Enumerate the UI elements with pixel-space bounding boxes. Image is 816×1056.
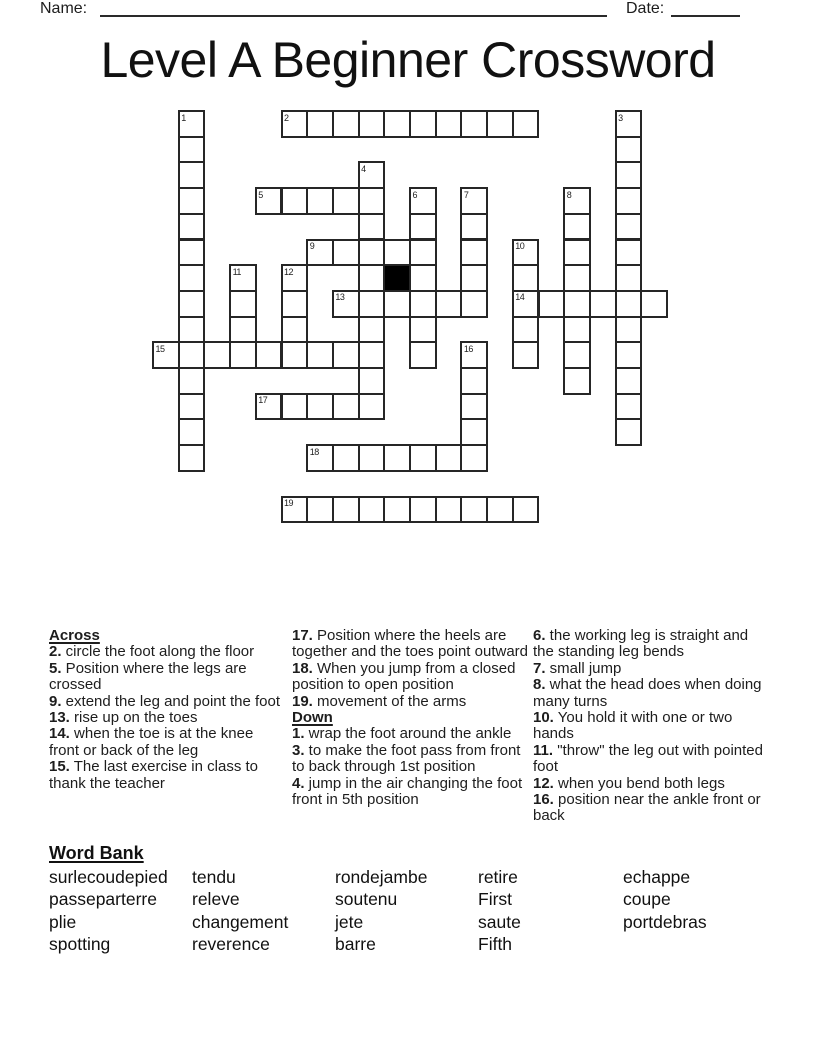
clue-item: 1. wrap the foot around the ankle xyxy=(292,725,512,743)
grid-cell xyxy=(615,239,643,267)
grid-cell xyxy=(332,393,360,421)
grid-cell xyxy=(332,110,360,138)
grid-cell xyxy=(178,136,206,164)
clue-column-1 xyxy=(49,628,287,792)
grid-cell xyxy=(409,213,437,241)
grid-cell xyxy=(152,341,180,369)
grid-cell xyxy=(178,110,206,138)
grid-cell xyxy=(178,367,206,395)
grid-cell xyxy=(512,110,540,138)
grid-cell xyxy=(358,367,386,395)
word-bank-word: rondejambe xyxy=(335,867,428,887)
clue-item: 17. Position where the heels are together and the toes point outward xyxy=(292,627,529,661)
clue-column-3 xyxy=(533,628,769,825)
grid-cell xyxy=(563,316,591,344)
grid-cell xyxy=(332,239,360,267)
clue-number: 6. xyxy=(533,627,546,644)
grid-cell xyxy=(486,496,514,524)
grid-cell xyxy=(460,187,488,215)
grid-cell xyxy=(229,264,257,292)
word-bank-word: barre xyxy=(335,934,376,955)
grid-cell xyxy=(512,290,540,318)
grid-cell xyxy=(358,264,386,292)
grid-cell xyxy=(358,187,386,215)
grid-cell-number: 8 xyxy=(566,189,572,200)
word-bank-word: releve xyxy=(192,889,240,910)
grid-cell-number: 1 xyxy=(181,112,186,123)
grid-cell xyxy=(563,213,591,241)
grid-cell xyxy=(229,316,257,344)
grid-cell xyxy=(358,290,386,318)
grid-cell xyxy=(460,290,488,318)
grid-cell-number: 9 xyxy=(309,241,315,251)
word-bank-word: surlecoudepied xyxy=(49,867,168,887)
grid-cell-number: 19 xyxy=(284,498,294,508)
grid-cell xyxy=(409,290,437,318)
clue-number: 7. xyxy=(533,659,546,677)
word-bank-word: plie xyxy=(49,911,77,932)
clue-item: 4. jump in the air changing the foot front in 5th position xyxy=(292,774,523,809)
clue-column-2 xyxy=(292,628,533,808)
word-bank-word: soutenu xyxy=(335,889,398,910)
grid-cell xyxy=(383,444,411,472)
grid-cell xyxy=(409,187,437,215)
page-title: Level A Beginner Crossword xyxy=(100,32,716,88)
grid-cell xyxy=(615,264,643,292)
word-bank-heading: Word Bank xyxy=(49,843,144,863)
grid-cell-number: 4 xyxy=(361,163,366,174)
grid-cell xyxy=(615,136,643,164)
grid-cell xyxy=(306,393,334,421)
grid-cell xyxy=(358,496,386,524)
date-fill-line xyxy=(671,0,740,17)
grid-cell-number: 12 xyxy=(284,266,294,277)
clue-item: 6. the working leg is straight and the standing leg bends xyxy=(533,627,749,661)
grid-cell xyxy=(281,393,309,421)
grid-cell-number: 18 xyxy=(309,446,319,457)
clue-item: 11. "throw" the leg out with pointed foot xyxy=(533,741,763,776)
word-bank-column-3 xyxy=(335,866,427,956)
clue-number: 13. xyxy=(49,709,70,727)
name-fill-line xyxy=(100,0,607,17)
grid-cell xyxy=(435,110,463,138)
grid-cell xyxy=(383,496,411,524)
grid-cell xyxy=(383,290,411,318)
clue-item: 15. The last exercise in class to thank the teacher xyxy=(49,758,258,792)
grid-cell xyxy=(615,290,643,318)
grid-cell xyxy=(460,496,488,524)
grid-cell xyxy=(460,213,488,241)
grid-cell xyxy=(460,341,488,369)
grid-cell xyxy=(615,393,643,421)
grid-cell xyxy=(281,110,309,138)
grid-cell-number: 14 xyxy=(515,292,525,303)
grid-cell xyxy=(460,110,488,138)
clue-number: 19. xyxy=(292,692,313,710)
grid-cell xyxy=(383,110,411,138)
clue-number: 4. xyxy=(292,774,305,792)
clue-item: 9. extend the leg and point the foot xyxy=(49,692,281,710)
word-bank-word: First xyxy=(478,889,513,910)
grid-cell xyxy=(332,444,360,472)
word-bank-column-2 xyxy=(192,866,288,956)
grid-cell xyxy=(615,187,643,215)
grid-cell xyxy=(615,110,643,138)
clue-number: 12. xyxy=(533,774,554,792)
clue-number: 8. xyxy=(533,676,546,694)
word-bank-column-1 xyxy=(49,866,168,956)
grid-cell xyxy=(358,393,386,421)
date-label: Date: xyxy=(626,0,665,17)
grid-cell xyxy=(178,187,206,215)
grid-cell xyxy=(512,496,540,524)
grid-cell xyxy=(460,393,488,421)
clue-number: 11. xyxy=(533,741,554,759)
clue-item: 7. small jump xyxy=(533,659,622,677)
grid-cell xyxy=(178,393,206,421)
grid-cell xyxy=(178,316,206,344)
grid-cell xyxy=(615,316,643,344)
grid-cell xyxy=(563,341,591,369)
clues-down-heading: Down xyxy=(292,709,333,727)
clues-across-heading: Across xyxy=(49,627,100,644)
word-bank-column-4 xyxy=(478,866,521,956)
grid-cell xyxy=(358,213,386,241)
grid-cell-number: 2 xyxy=(284,112,289,123)
grid-cell xyxy=(512,264,540,292)
grid-cell xyxy=(255,393,283,421)
grid-cell xyxy=(281,290,309,318)
grid-cell xyxy=(409,496,437,524)
clue-number: 1. xyxy=(292,725,305,743)
grid-cell xyxy=(460,444,488,472)
grid-cell xyxy=(640,290,668,318)
grid-cell xyxy=(486,110,514,138)
grid-cell xyxy=(281,187,309,215)
word-bank-column-5 xyxy=(623,866,707,933)
grid-cell xyxy=(563,239,591,267)
grid-cell xyxy=(615,418,643,446)
clue-item: 12. when you bend both legs xyxy=(533,774,725,792)
grid-cell-number: 11 xyxy=(232,266,241,277)
grid-cell xyxy=(178,264,206,292)
grid-cell-number: 3 xyxy=(618,112,623,123)
clue-number: 16. xyxy=(533,791,554,809)
clue-item: 16. position near the ankle front or back xyxy=(533,791,761,825)
clue-item: 3. to make the foot pass from front to back through 1st position xyxy=(292,741,521,776)
grid-cell-number: 6 xyxy=(412,189,418,200)
word-bank-word: changement xyxy=(192,911,289,932)
clue-number: 10. xyxy=(533,709,554,727)
grid-cell xyxy=(178,418,206,446)
grid-cell xyxy=(358,444,386,472)
clue-number: 2. xyxy=(49,643,62,661)
clue-item: 10. You hold it with one or two hands xyxy=(533,709,733,743)
clue-number: 9. xyxy=(49,692,62,710)
grid-cell-number: 13 xyxy=(335,292,345,303)
grid-cell xyxy=(281,496,309,524)
name-label: Name: xyxy=(40,0,88,17)
grid-cell xyxy=(178,341,206,369)
grid-cell xyxy=(332,341,360,369)
grid-cell xyxy=(178,239,206,267)
grid-cell-number: 10 xyxy=(515,241,525,251)
word-bank-word: tendu xyxy=(192,867,236,887)
grid-cell xyxy=(409,341,437,369)
grid-cell xyxy=(306,187,334,215)
grid-cell xyxy=(435,290,463,318)
grid-cell xyxy=(615,367,643,395)
grid-black-cell xyxy=(383,264,411,292)
grid-cell xyxy=(589,290,617,318)
grid-cell xyxy=(178,444,206,472)
grid-cell xyxy=(358,110,386,138)
clue-item: 8. what the head does when doing many turns xyxy=(533,676,762,710)
grid-cell xyxy=(615,213,643,241)
word-bank-word: retire xyxy=(478,867,518,887)
grid-cell xyxy=(358,161,386,189)
clue-number: 18. xyxy=(292,659,313,677)
clue-item: 19. movement of the arms xyxy=(292,692,467,710)
word-bank-word: jete xyxy=(335,911,364,932)
word-bank-word: Fifth xyxy=(478,934,513,955)
clue-item: 2. circle the foot along the floor xyxy=(49,643,255,661)
clue-number: 14. xyxy=(49,725,70,743)
grid-cell xyxy=(306,239,334,267)
grid-cell xyxy=(229,290,257,318)
grid-cell xyxy=(409,316,437,344)
grid-cell xyxy=(306,496,334,524)
word-bank-word: portdebras xyxy=(623,911,707,932)
grid-cell xyxy=(460,367,488,395)
clue-number: 17. xyxy=(292,627,313,644)
grid-cell xyxy=(306,110,334,138)
grid-cell xyxy=(615,161,643,189)
clue-item: 13. rise up on the toes xyxy=(49,709,198,727)
grid-cell xyxy=(229,341,257,369)
grid-cell xyxy=(383,239,411,267)
word-bank-word: echappe xyxy=(623,867,691,887)
grid-cell xyxy=(255,341,283,369)
word-bank-word: saute xyxy=(478,911,521,932)
word-bank-word: passeparterre xyxy=(49,889,157,910)
grid-cell xyxy=(460,264,488,292)
grid-cell xyxy=(281,341,309,369)
grid-cell xyxy=(358,341,386,369)
grid-cell xyxy=(563,187,591,215)
grid-cell xyxy=(409,239,437,267)
grid-cell xyxy=(460,418,488,446)
grid-cell xyxy=(563,367,591,395)
grid-cell xyxy=(358,316,386,344)
grid-cell-number: 17 xyxy=(258,395,268,406)
clue-item: 5. Position where the legs are crossed xyxy=(49,659,247,694)
grid-cell xyxy=(358,239,386,267)
clue-item: 14. when the toe is at the knee front or back of the leg xyxy=(49,725,254,759)
grid-cell xyxy=(512,341,540,369)
grid-cell xyxy=(281,264,309,292)
word-bank-word: coupe xyxy=(623,889,671,910)
grid-cell xyxy=(460,239,488,267)
grid-cell xyxy=(435,444,463,472)
grid-cell xyxy=(563,264,591,292)
grid-cell xyxy=(306,444,334,472)
grid-cell xyxy=(332,496,360,524)
clue-number: 15. xyxy=(49,758,70,776)
crossword-grid xyxy=(152,110,672,526)
grid-cell xyxy=(178,161,206,189)
clue-item: 18. When you jump from a closed position to open position xyxy=(292,659,516,694)
grid-cell xyxy=(306,341,334,369)
grid-cell xyxy=(435,496,463,524)
grid-cell xyxy=(538,290,566,318)
grid-cell xyxy=(203,341,231,369)
grid-cell xyxy=(512,239,540,267)
grid-cell xyxy=(255,187,283,215)
grid-cell xyxy=(563,290,591,318)
grid-cell xyxy=(178,213,206,241)
grid-cell xyxy=(332,290,360,318)
grid-cell xyxy=(409,110,437,138)
grid-cell xyxy=(332,187,360,215)
grid-cell-number: 7 xyxy=(463,189,469,200)
grid-cell xyxy=(178,290,206,318)
grid-cell-number: 15 xyxy=(155,343,165,354)
grid-cell-number: 16 xyxy=(463,343,473,354)
grid-cell-number: 5 xyxy=(258,189,263,200)
grid-cell xyxy=(409,264,437,292)
grid-cell xyxy=(512,316,540,344)
grid-cell xyxy=(409,444,437,472)
clue-number: 5. xyxy=(49,659,62,677)
word-bank-word: spotting xyxy=(49,934,111,955)
word-bank-word: reverence xyxy=(192,934,270,955)
grid-cell xyxy=(281,316,309,344)
grid-cell xyxy=(615,341,643,369)
clue-number: 3. xyxy=(292,741,305,759)
